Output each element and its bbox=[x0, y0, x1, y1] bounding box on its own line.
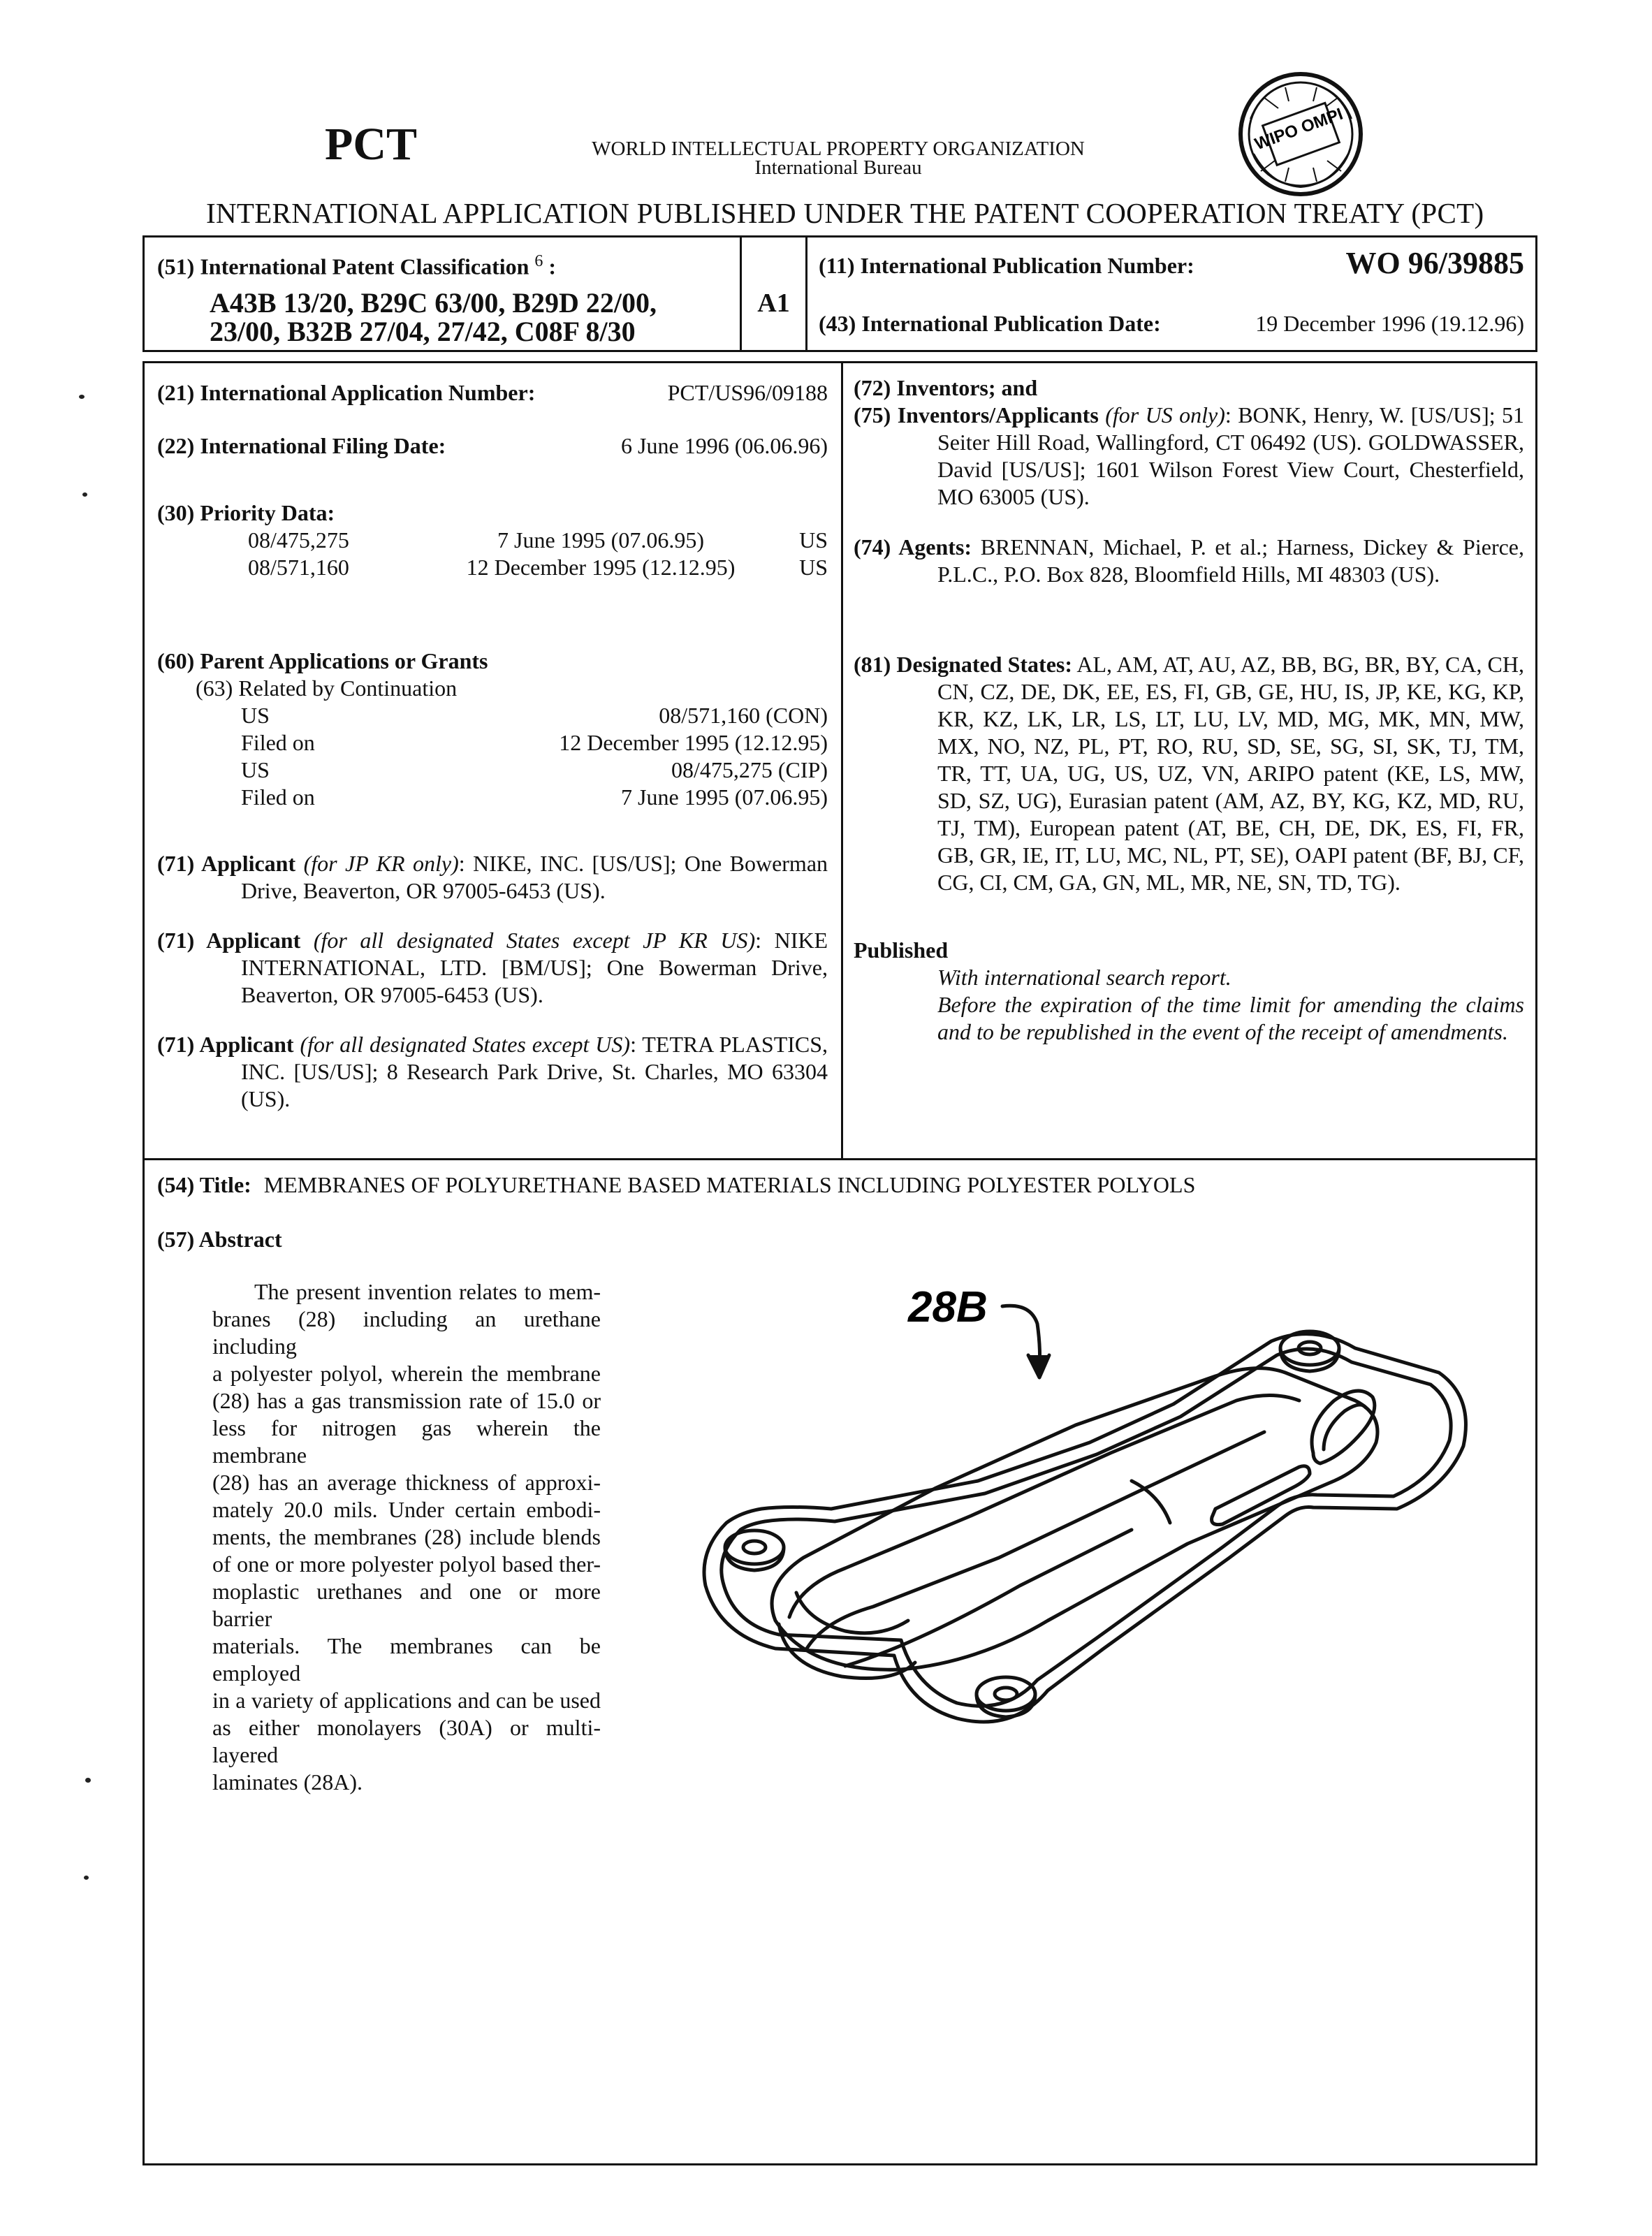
publication-date-row bbox=[819, 310, 1524, 337]
abstract-line: of one or more polyester polyol based ther- bbox=[212, 1551, 601, 1577]
oval-window bbox=[1312, 1391, 1375, 1463]
publication-number-label: (11) International Publication Number: bbox=[819, 253, 1194, 278]
abstract-line: in a variety of applications and can be used bbox=[212, 1688, 601, 1713]
left-column bbox=[157, 379, 828, 1113]
mounting-boss bbox=[743, 1541, 766, 1554]
classification-label: (51) International Patent Classification bbox=[157, 254, 529, 279]
abstract-line: ments, the membranes (28) include blends bbox=[212, 1524, 601, 1549]
abstract-line: (28) has an average thickness of approxi- bbox=[212, 1470, 601, 1495]
priority-country: US bbox=[799, 555, 828, 580]
parent-row bbox=[157, 729, 828, 757]
abstract-label: (57) Abstract bbox=[157, 1227, 282, 1252]
applicant-1 bbox=[157, 850, 828, 905]
parent-value: 08/475,275 (CIP) bbox=[671, 757, 828, 782]
inventors bbox=[854, 402, 1524, 511]
abstract-line: The present invention relates to mem- bbox=[254, 1279, 601, 1304]
designated-states bbox=[854, 651, 1524, 896]
filing-date: 6 June 1996 (06.06.96) bbox=[621, 433, 828, 458]
application-number-row bbox=[157, 379, 828, 407]
applicant-2 bbox=[157, 927, 828, 1009]
mounting-boss bbox=[977, 1677, 1035, 1711]
parent-value: 7 June 1995 (07.06.95) bbox=[621, 784, 828, 810]
margin-mark bbox=[84, 1876, 89, 1880]
priority-number: 08/475,275 bbox=[248, 527, 349, 553]
mounting-boss bbox=[995, 1688, 1017, 1700]
parent-row bbox=[157, 757, 828, 784]
organization-name bbox=[573, 140, 1104, 177]
priority-row bbox=[157, 554, 828, 581]
classification-codes-line-2: 23/00, B32B 27/04, 27/42, C08F 8/30 bbox=[210, 316, 636, 347]
priority-date: 12 December 1995 (12.12.95) bbox=[466, 555, 736, 580]
oval-window-inner bbox=[1324, 1405, 1366, 1449]
title-row bbox=[157, 1171, 1195, 1199]
parent-row bbox=[157, 784, 828, 811]
title-label: (54) Title: bbox=[157, 1172, 251, 1197]
publication-number-row bbox=[819, 246, 1524, 280]
designated-states-label: (81) Designated States: bbox=[854, 652, 1073, 677]
applicant-3-text: : TETRA PLASTICS, INC. [US/US]; 8 Research Park Drive, St. Charles, MO 63304 (US). bbox=[241, 1032, 828, 1111]
inventors-text: : BONK, Henry, W. [US/US]; 51 Seiter Hill Road, Wallingford, CT 06492 (US). GOLDWASSER, David [US/US]; 1601 Wilson Forest View Court, Chesterfield, MO 63005 (US). bbox=[937, 402, 1525, 509]
figure-label: 28B bbox=[908, 1283, 988, 1331]
abstract-line: laminates (28A). bbox=[212, 1769, 363, 1795]
publication-date: 19 December 1996 (19.12.96) bbox=[1255, 311, 1524, 336]
abstract-line: as either monolayers (30A) or multi-layered bbox=[212, 1715, 601, 1767]
parent-value: 12 December 1995 (12.12.95) bbox=[559, 730, 828, 755]
applicant-2-text: : NIKE INTERNATIONAL, LTD. [BM/US]; One Bowerman Drive, Beaverton, OR 97005-6453 (US). bbox=[241, 928, 828, 1007]
mounting-boss bbox=[725, 1530, 784, 1564]
applicant-2-scope: (for all designated States except JP KR US) bbox=[313, 928, 756, 953]
label-arrowhead bbox=[1028, 1355, 1049, 1378]
inventors-applicants-label: (75) Inventors/Applicants bbox=[854, 402, 1099, 428]
org-line-2: International Bureau bbox=[754, 156, 922, 179]
membrane-figure bbox=[685, 1257, 1509, 1788]
published-label: Published bbox=[854, 937, 949, 963]
main-title: INTERNATIONAL APPLICATION PUBLISHED UNDER THE PATENT COOPERATION TREATY (PCT) bbox=[206, 197, 1484, 229]
inventors-scope: (for US only) bbox=[1105, 402, 1225, 428]
agents bbox=[854, 534, 1524, 588]
priority-date: 7 June 1995 (07.06.95) bbox=[497, 527, 704, 553]
abstract-text bbox=[212, 1278, 601, 1796]
abstract-line: moplastic urethanes and one or more barrier bbox=[212, 1579, 601, 1631]
org-line-1: WORLD INTELLECTUAL PROPERTY ORGANIZATION bbox=[592, 138, 1085, 160]
publication-number: WO 96/39885 bbox=[1345, 246, 1524, 280]
parent-value: 08/571,160 (CON) bbox=[659, 703, 828, 728]
margin-mark bbox=[85, 1778, 91, 1783]
parent-key: Filed on bbox=[241, 730, 315, 755]
kind-code: A1 bbox=[757, 288, 790, 318]
parent-key: Filed on bbox=[241, 784, 315, 810]
parent-row bbox=[157, 702, 828, 729]
published-line-1: With international search report. bbox=[937, 965, 1231, 990]
application-number: PCT/US96/09188 bbox=[667, 380, 828, 405]
inventors-label: (72) Inventors; and bbox=[854, 375, 1038, 400]
filing-date-label: (22) International Filing Date: bbox=[157, 433, 446, 458]
abstract-line: branes (28) including an urethane including bbox=[212, 1306, 601, 1359]
pct-mark: PCT bbox=[325, 119, 417, 170]
parent-applications-label: (60) Parent Applications or Grants bbox=[157, 648, 488, 673]
priority-row bbox=[157, 527, 828, 554]
filing-date-row bbox=[157, 432, 828, 460]
abstract-line: less for nitrogen gas wherein the membrane bbox=[212, 1415, 601, 1468]
published-line-2: Before the expiration of the time limit for amending the claims and to be republished in the event of the receipt of amendments. bbox=[937, 992, 1524, 1044]
abstract-line: mately 20.0 mils. Under certain embodi- bbox=[212, 1497, 601, 1522]
classification-label-row bbox=[157, 248, 556, 281]
applicant-1-text: : NIKE, INC. [US/US]; One Bowerman Drive, Beaverton, OR 97005-6453 (US). bbox=[241, 851, 828, 903]
application-number-label: (21) International Application Number: bbox=[157, 380, 536, 405]
parent-applications-sub: (63) Related by Continuation bbox=[196, 675, 458, 701]
applicant-2-label: (71) Applicant bbox=[157, 928, 301, 953]
applicant-1-scope: (for JP KR only) bbox=[303, 851, 459, 876]
classification-codes bbox=[210, 288, 657, 346]
classification-codes-line-1: A43B 13/20, B29C 63/00, B29D 22/00, bbox=[210, 287, 657, 319]
publication-date-label: (43) International Publication Date: bbox=[819, 311, 1161, 336]
column-divider bbox=[841, 361, 843, 1159]
applicant-3-label: (71) Applicant bbox=[157, 1032, 294, 1057]
bladder-dome bbox=[772, 1368, 1377, 1670]
abstract-line: (28) has a gas transmission rate of 15.0 or bbox=[212, 1388, 601, 1413]
agents-text: BRENNAN, Michael, P. et al.; Harness, Dickey & Pierce, P.L.C., P.O. Box 828, Bloomfield Hills, MI 48303 (US). bbox=[937, 534, 1524, 587]
classification-colon: : bbox=[548, 254, 557, 279]
applicant-3-scope: (for all designated States except US) bbox=[300, 1032, 631, 1057]
applicant-1-label: (71) Applicant bbox=[157, 851, 296, 876]
margin-mark bbox=[79, 395, 85, 399]
priority-label: (30) Priority Data: bbox=[157, 500, 335, 525]
agents-label: (74) Agents: bbox=[854, 534, 972, 560]
margin-mark bbox=[82, 492, 87, 497]
parent-key: US bbox=[241, 757, 270, 782]
right-column bbox=[854, 374, 1524, 1046]
seal-text: WIPO OMPI bbox=[1252, 104, 1346, 154]
designated-states-text: AL, AM, AT, AU, AZ, BB, BG, BR, BY, CA, CH, CN, CZ, DE, DK, EE, ES, FI, GB, GE, HU, IS, JP, KE, KG, KP, KR, KZ, LK, LR, LS, LT, LU, LV, MD, MG, MK, MN, MW, MX, NO, NZ, PL, PT, RO, RU, SD, SE, SG, SI, SK, TJ, TM, TR, TT, UA, UG, US, UZ, VN, ARIPO patent (KE, LS, MW, SD, SZ, UG), Eurasian patent (AM, AZ, BY, KG, KZ, MD, RU, TJ, TM), European patent (AT, BE, CH, DE, DK, ES, FI, FR, GB, GR, IE, IT, LU, MC, NL, PT, SE), OAPI patent (BF, BJ, CF, CG, CI, CM, GA, GN, ML, MR, NE, SN, TD, TG). bbox=[937, 652, 1525, 895]
slot bbox=[1212, 1466, 1310, 1525]
wipo-seal bbox=[1236, 70, 1366, 199]
priority-number: 08/571,160 bbox=[248, 555, 349, 580]
classification-edition: 6 bbox=[534, 252, 543, 270]
priority-country: US bbox=[799, 527, 828, 553]
applicant-3 bbox=[157, 1031, 828, 1113]
abstract-line: materials. The membranes can be employed bbox=[212, 1633, 601, 1686]
title-text: MEMBRANES OF POLYURETHANE BASED MATERIALS INCLUDING POLYESTER POLYOLS bbox=[263, 1172, 1196, 1197]
abstract-divider bbox=[142, 1158, 1537, 1160]
abstract-line: a polyester polyol, wherein the membrane bbox=[212, 1361, 601, 1386]
parent-key: US bbox=[241, 703, 270, 728]
